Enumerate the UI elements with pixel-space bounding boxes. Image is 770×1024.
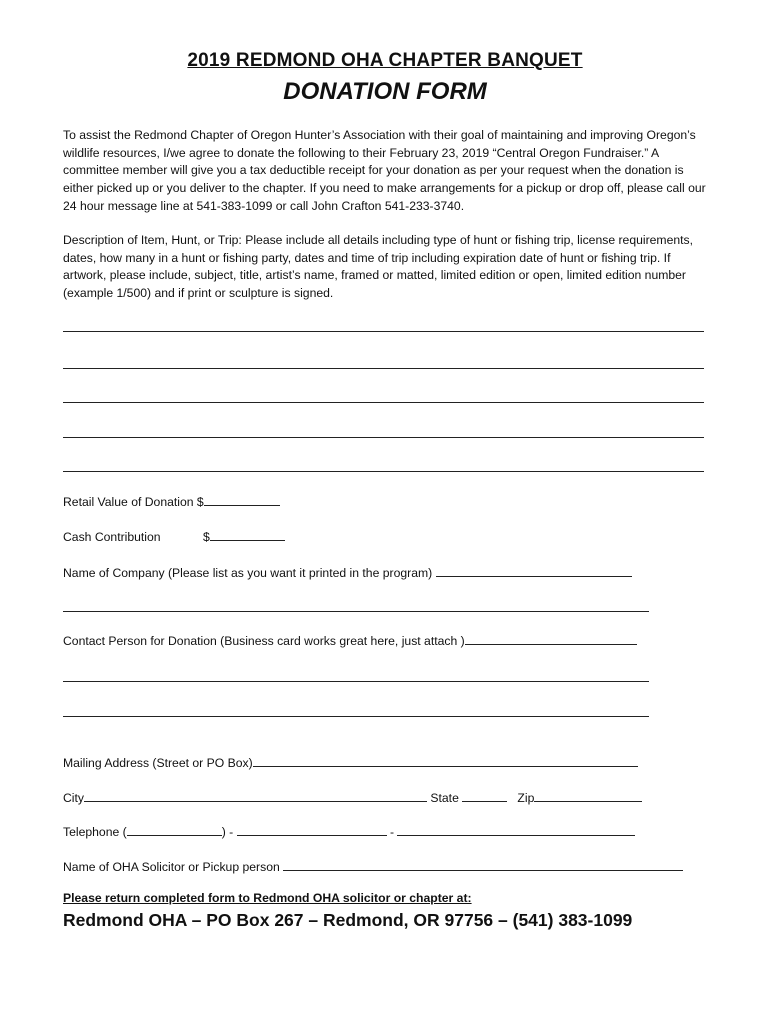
telephone-label: Telephone ( (63, 825, 127, 839)
retail-value-blank[interactable] (204, 493, 280, 506)
description-line-4[interactable] (63, 437, 704, 438)
cash-contribution-field (63, 528, 285, 545)
telephone-dash: - (390, 825, 395, 839)
contact-person-label: Contact Person for Donation (Business card works great here, just attach ) (63, 634, 465, 648)
contact-line-3[interactable] (63, 716, 649, 717)
cash-contribution-label: Cash Contribution (63, 530, 161, 544)
solicitor-field (63, 858, 683, 875)
contact-person-blank[interactable] (465, 632, 637, 645)
cash-contribution-blank[interactable] (210, 528, 285, 541)
company-name-blank[interactable] (436, 564, 632, 577)
state-blank[interactable] (462, 789, 507, 802)
contact-person-field (63, 632, 637, 649)
retail-value-field (63, 493, 280, 510)
form-title: 2019 REDMOND OHA CHAPTER BANQUET (187, 50, 583, 71)
description-instructions: Description of Item, Hunt, or Trip: Please include all details including type of hunt or fishing trip, license requirements, dates, how many in a hunt or fishing party, dates and time of trip including expiration date of hunt or fishing trip. If artwork, please include, subject, title, artist’s name, framed or matted, limited edition or open, limited edition number (example 1/500) and if print or sculpture is signed. (63, 233, 694, 301)
return-notice: Please return completed form to Redmond OHA solicitor or chapter at: (63, 891, 472, 905)
mailing-address-field (63, 754, 638, 771)
solicitor-blank[interactable] (283, 858, 683, 871)
state-label: State (430, 791, 459, 805)
phone-prefix-blank[interactable] (237, 823, 387, 836)
company-name-field (63, 564, 632, 581)
contact-line-2[interactable] (63, 681, 649, 682)
phone-number-blank[interactable] (397, 823, 635, 836)
description-line-1[interactable] (63, 331, 704, 332)
company-name-line-2[interactable] (63, 611, 649, 612)
company-name-label: Name of Company (Please list as you want it printed in the program) (63, 566, 433, 580)
zip-label: Zip (517, 791, 535, 805)
city-state-zip-field (63, 789, 642, 806)
cash-symbol: $ (203, 530, 210, 544)
mailing-address-blank[interactable] (253, 754, 638, 767)
zip-blank[interactable] (534, 789, 642, 802)
mailing-address-label: Mailing Address (Street or PO Box) (63, 756, 253, 770)
telephone-field (63, 823, 635, 840)
description-line-2[interactable] (63, 368, 704, 369)
retail-value-label: Retail Value of Donation $ (63, 495, 204, 509)
telephone-close: ) - (221, 825, 234, 839)
area-code-blank[interactable] (127, 823, 222, 836)
description-line-5[interactable] (63, 471, 704, 472)
city-label: City (63, 791, 84, 805)
description-line-3[interactable] (63, 402, 704, 403)
city-blank[interactable] (84, 789, 427, 802)
intro-paragraph: To assist the Redmond Chapter of Oregon Hunter’s Association with their goal of maintaining and improving Oregon’s wildlife resources, I/we agree to donate the following to their February 23, 2019 “Central Oregon Fundraiser.” A committee member will give you a tax deductible receipt for your donation as per your request when the donation is either picked up or you deliver to the chapter. If you need to make arrangements for a pickup or drop off, please call our 24 hour message line at 541-383-1099 or call John Crafton 541-233-3740. (63, 128, 706, 213)
form-subtitle: DONATION FORM (283, 78, 487, 105)
chapter-address: Redmond OHA – PO Box 267 – Redmond, OR 97756 – (541) 383-1099 (63, 910, 633, 930)
solicitor-label: Name of OHA Solicitor or Pickup person (63, 860, 280, 874)
